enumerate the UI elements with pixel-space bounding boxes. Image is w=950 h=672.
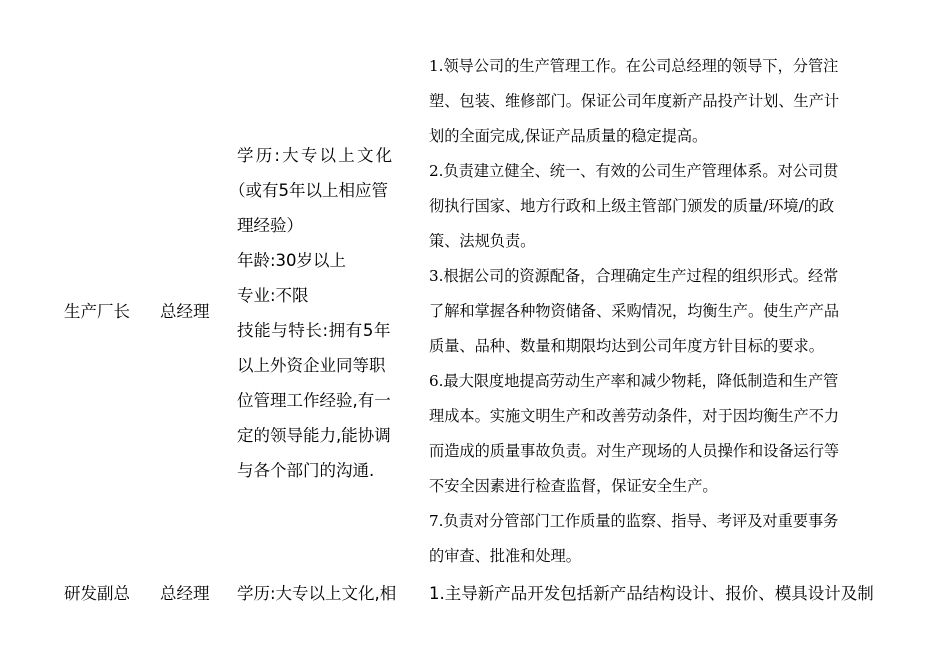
duty-line: 7.负责对分管部门工作质量的监察、指导、考评及对重要事务: [429, 512, 839, 530]
duty-line: 1.领导公司的生产管理工作。在公司总经理的领导下，分管注: [429, 57, 839, 75]
requirement-line: 技能与特长:拥有5年: [237, 321, 392, 340]
duty-line: 了解和掌握各种物资储备、采购情况，均衡生产。使生产产品: [429, 302, 840, 320]
duty-line: 理成本。实施文明生产和改善劳动条件，对于因均衡生产不力: [429, 407, 840, 425]
position-title: 生产厂长: [64, 302, 130, 321]
reports-to: 总经理: [160, 302, 210, 321]
duty-line: 塑、包装、维修部门。保证公司年度新产品投产计划、生产计: [429, 92, 840, 110]
requirement-line: （或有5年以上相应管: [229, 181, 388, 200]
duty-line: 划的全面完成,保证产品质量的稳定提高。: [429, 127, 708, 145]
duty-line: 而造成的质量事故负责。对生产现场的人员操作和设备运行等: [429, 442, 840, 460]
requirement-line: 理经验）: [237, 216, 303, 235]
requirements-cell: [229, 138, 422, 488]
reports-to: 总经理: [160, 584, 210, 603]
requirement-line: 专业:不限: [237, 286, 309, 305]
requirement-line: 位管理工作经验,有一: [237, 391, 391, 410]
duty-line: 3.根据公司的资源配备，合理确定生产过程的组织形式。经常: [429, 267, 839, 285]
position-title: 研发副总: [64, 584, 130, 603]
duties-cell: [429, 49, 919, 574]
requirement-line: 与各个部门的沟通.: [237, 461, 375, 480]
duty-line: 2.负责建立健全、统一、有效的公司生产管理体系。对公司贯: [429, 162, 839, 180]
duty-line: 不安全因素进行检查监督，保证安全生产。: [429, 477, 718, 495]
duty-line: 质量、品种、数量和期限均达到公司年度方针目标的要求。: [429, 337, 824, 355]
requirement-line: 学历:大专以上文化: [237, 146, 395, 165]
duty-line: 彻执行国家、地方行政和上级主管部门颁发的质量/环境/的政: [429, 197, 835, 215]
requirement-line: 以上外资企业同等职: [237, 356, 386, 375]
duty-line: 6.最大限度地提高劳动生产率和减少物耗，降低制造和生产管: [429, 372, 839, 390]
requirement-line: 定的领导能力,能协调: [237, 426, 391, 445]
requirements-cell: [237, 576, 422, 611]
requirement-line: 年龄:30岁以上: [237, 251, 347, 270]
duty-line: 的审查、批准和处理。: [429, 547, 581, 565]
duty-line: 1.主导新产品开发包括新产品结构设计、报价、模具设计及制: [429, 584, 874, 603]
duties-cell: [429, 576, 919, 611]
duty-line: 策、法规负责。: [429, 232, 536, 250]
requirement-line: 学历:大专以上文化,相: [237, 584, 397, 603]
